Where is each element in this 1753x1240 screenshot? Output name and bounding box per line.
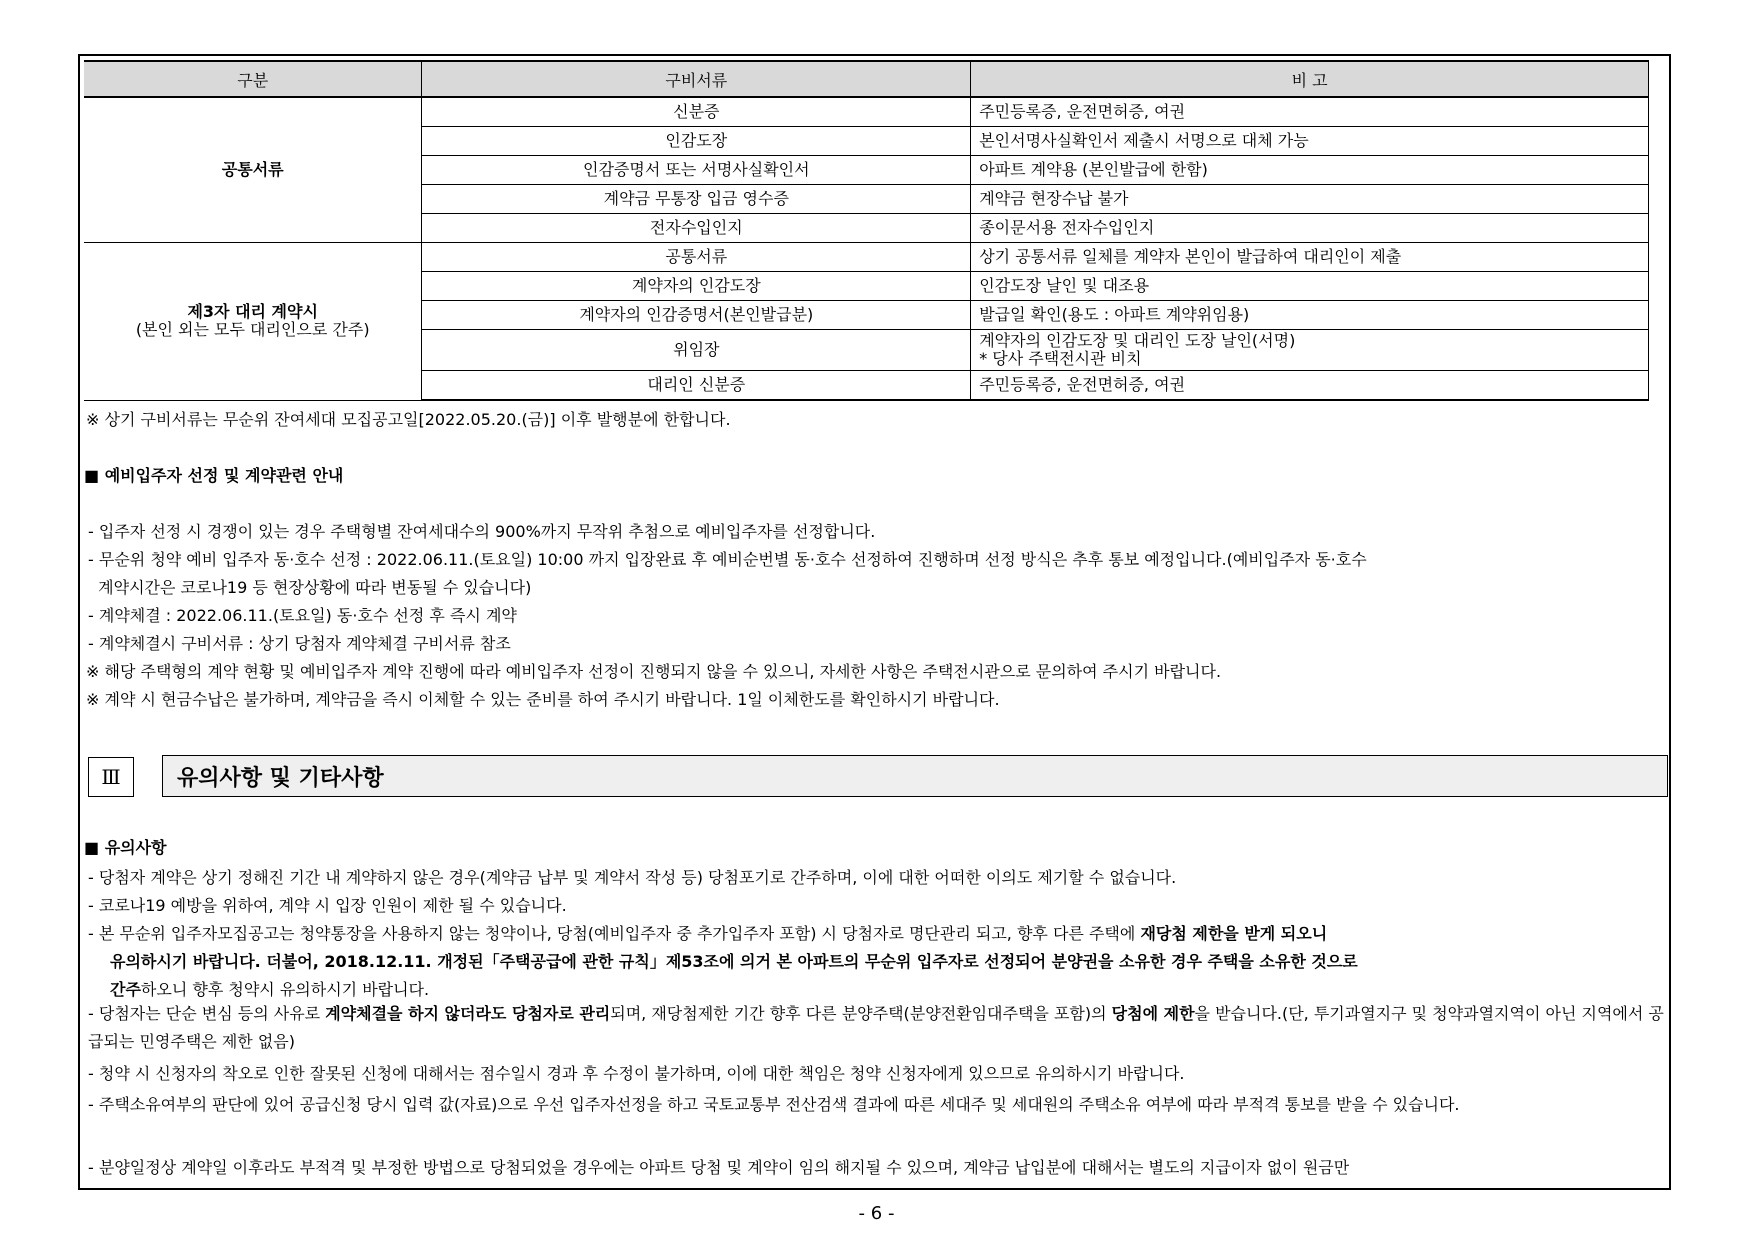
reserve-heading: ■ 예비입주자 선정 및 계약관련 안내 — [84, 466, 344, 485]
notes-heading: ■ 유의사항 — [84, 838, 167, 857]
note-cell: 인감도장 날인 및 대조용 — [971, 272, 1649, 301]
notes-item-continued — [110, 980, 429, 1000]
group-common-cell — [84, 97, 422, 243]
page-number: - 6 - — [858, 1203, 895, 1224]
text-run-bold: 간주 — [110, 980, 141, 999]
section-number: Ⅲ — [88, 757, 134, 797]
text-run: - 당첨자는 단순 변심 등의 사유로 — [88, 1004, 326, 1023]
note-line: 계약자의 인감도장 및 대리인 도장 날인(서명) — [979, 331, 1296, 350]
reserve-line: - 계약체결 : 2022.06.11.(토요일) 동·호수 선정 후 즉시 계약 — [88, 606, 517, 625]
reserve-line: ※ 계약 시 현금수납은 불가하며, 계약금을 즉시 이체할 수 있는 준비를 하여 주시기 바랍니다. 1일 이체한도를 확인하시기 바랍니다. — [86, 690, 1000, 709]
reserve-line: - 계약체결시 구비서류 : 상기 당첨자 계약체결 구비서류 참조 — [88, 634, 511, 653]
group-title: 공통서류 — [221, 160, 284, 179]
table-footnote: ※ 상기 구비서류는 무순위 잔여세대 모집공고일[2022.05.20.(금)] 이후 발행분에 한합니다. — [86, 410, 731, 429]
table-header-row — [84, 61, 1649, 97]
note-cell — [971, 330, 1649, 371]
text-run: - 본 무순위 입주자모집공고는 청약통장을 사용하지 않는 청약이나, 당첨(예비입주자 중 추가입주자 포함) 시 당첨자로 명단관리 되고, 향후 다른 주택에 — [88, 924, 1141, 943]
text-run-bold: 계약체결을 하지 않더라도 당첨자로 관리 — [325, 1004, 611, 1023]
notes-item — [88, 924, 1327, 944]
reserve-line: - 입주자 선정 시 경쟁이 있는 경우 주택형별 잔여세대수의 900%까지 무작위 추첨으로 예비입주자를 선정합니다. — [88, 522, 876, 541]
notes-item — [88, 1000, 1666, 1056]
group-subtitle: (본인 외는 모두 대리인으로 간주) — [135, 320, 370, 340]
doc-cell: 신분증 — [422, 97, 971, 127]
note-line: * 당사 주택전시관 비치 — [979, 349, 1142, 368]
text-run-bold: 당첨에 제한 — [1111, 1004, 1195, 1023]
notes-item: - 주택소유여부의 판단에 있어 공급신청 당시 입력 값(자료)으로 우선 입주자선정을 하고 국토교통부 전산검색 결과에 따른 세대주 및 세대원의 주택소유 여부에 따라 부적격 통보를 받을 수 있습니다. — [88, 1095, 1460, 1114]
group-title: 제3자 대리 계약시 — [187, 302, 318, 322]
note-cell: 주민등록증, 운전면허증, 여권 — [971, 371, 1649, 401]
note-cell: 상기 공통서류 일체를 계약자 본인이 발급하여 대리인이 제출 — [971, 243, 1649, 272]
doc-cell: 대리인 신분증 — [422, 371, 971, 401]
required-documents-table — [84, 60, 1649, 401]
section-title: 유의사항 및 기타사항 — [177, 765, 384, 791]
group-proxy-cell — [84, 243, 422, 401]
text-run-bold: 재당첨 제한을 받게 되오니 — [1140, 924, 1328, 943]
notes-item: - 당첨자 계약은 상기 정해진 기간 내 계약하지 않은 경우(계약금 납부 및 계약서 작성 등) 당첨포기로 간주하며, 이에 대한 어떠한 이의도 제기할 수 없습니다. — [88, 868, 1177, 887]
notes-item: - 분양일정상 계약일 이후라도 부적격 및 부정한 방법으로 당첨되었을 경우에는 아파트 당첨 및 계약이 임의 해지될 수 있으며, 계약금 납입분에 대해서는 별도의 지급이자 없이 원금만 — [88, 1158, 1350, 1177]
doc-cell: 전자수입인지 — [422, 214, 971, 243]
note-cell: 주민등록증, 운전면허증, 여권 — [971, 97, 1649, 127]
note-cell: 아파트 계약용 (본인발급에 한함) — [971, 156, 1649, 185]
reserve-line: ※ 해당 주택형의 계약 현황 및 예비입주자 계약 진행에 따라 예비입주자 선정이 진행되지 않을 수 있으니, 자세한 사항은 주택전시관으로 문의하여 주시기 바랍니다. — [86, 662, 1222, 681]
header-remarks: 비 고 — [971, 61, 1649, 97]
doc-cell: 공통서류 — [422, 243, 971, 272]
header-documents: 구비서류 — [422, 61, 971, 97]
doc-cell: 계약금 무통장 입금 영수증 — [422, 185, 971, 214]
section-title-box — [162, 755, 1668, 797]
header-category: 구분 — [84, 61, 422, 97]
reserve-line: 계약시간은 코로나19 등 현장상황에 따라 변동될 수 있습니다) — [88, 578, 532, 597]
text-run: 을 받습니다.(단, 투기과열지구 및 청약과열지역이 아닌 지역에서 공급되는 민영주택은 제한 없음) — [88, 1004, 1664, 1051]
reserve-line: - 무순위 청약 예비 입주자 동·호수 선정 : 2022.06.11.(토요일) 10:00 까지 입장완료 후 예비순번별 동·호수 선정하여 진행하며 선정 방식은 추후 통보 예정입니다.(예비입주자 동·호수 — [88, 550, 1367, 569]
table-row — [84, 97, 1649, 127]
text-run: 하오니 향후 청약시 유의하시기 바랍니다. — [140, 980, 430, 999]
table-row — [84, 243, 1649, 272]
doc-cell: 인감증명서 또는 서명사실확인서 — [422, 156, 971, 185]
doc-cell: 인감도장 — [422, 127, 971, 156]
notes-item-continued: 유의하시기 바랍니다. 더불어, 2018.12.11. 개정된「주택공급에 관한 규칙」제53조에 의거 본 아파트의 무순위 입주자로 선정되어 분양권을 소유한 경우 주택을 소유한 것으로 — [110, 952, 1358, 971]
notes-item: - 청약 시 신청자의 착오로 인한 잘못된 신청에 대해서는 점수일시 경과 후 수정이 불가하며, 이에 대한 책임은 청약 신청자에게 있으므로 유의하시기 바랍니다. — [88, 1064, 1185, 1083]
note-cell: 종이문서용 전자수입인지 — [971, 214, 1649, 243]
text-run: 되며, 재당첨제한 기간 향후 다른 분양주택(분양전환임대주택을 포함)의 — [610, 1004, 1112, 1023]
note-cell: 계약금 현장수납 불가 — [971, 185, 1649, 214]
doc-cell: 위임장 — [422, 330, 971, 371]
doc-cell: 계약자의 인감증명서(본인발급분) — [422, 301, 971, 330]
note-cell: 본인서명사실확인서 제출시 서명으로 대체 가능 — [971, 127, 1649, 156]
note-cell: 발급일 확인(용도 : 아파트 계약위임용) — [971, 301, 1649, 330]
doc-cell: 계약자의 인감도장 — [422, 272, 971, 301]
notes-item: - 코로나19 예방을 위하여, 계약 시 입장 인원이 제한 될 수 있습니다. — [88, 896, 567, 915]
